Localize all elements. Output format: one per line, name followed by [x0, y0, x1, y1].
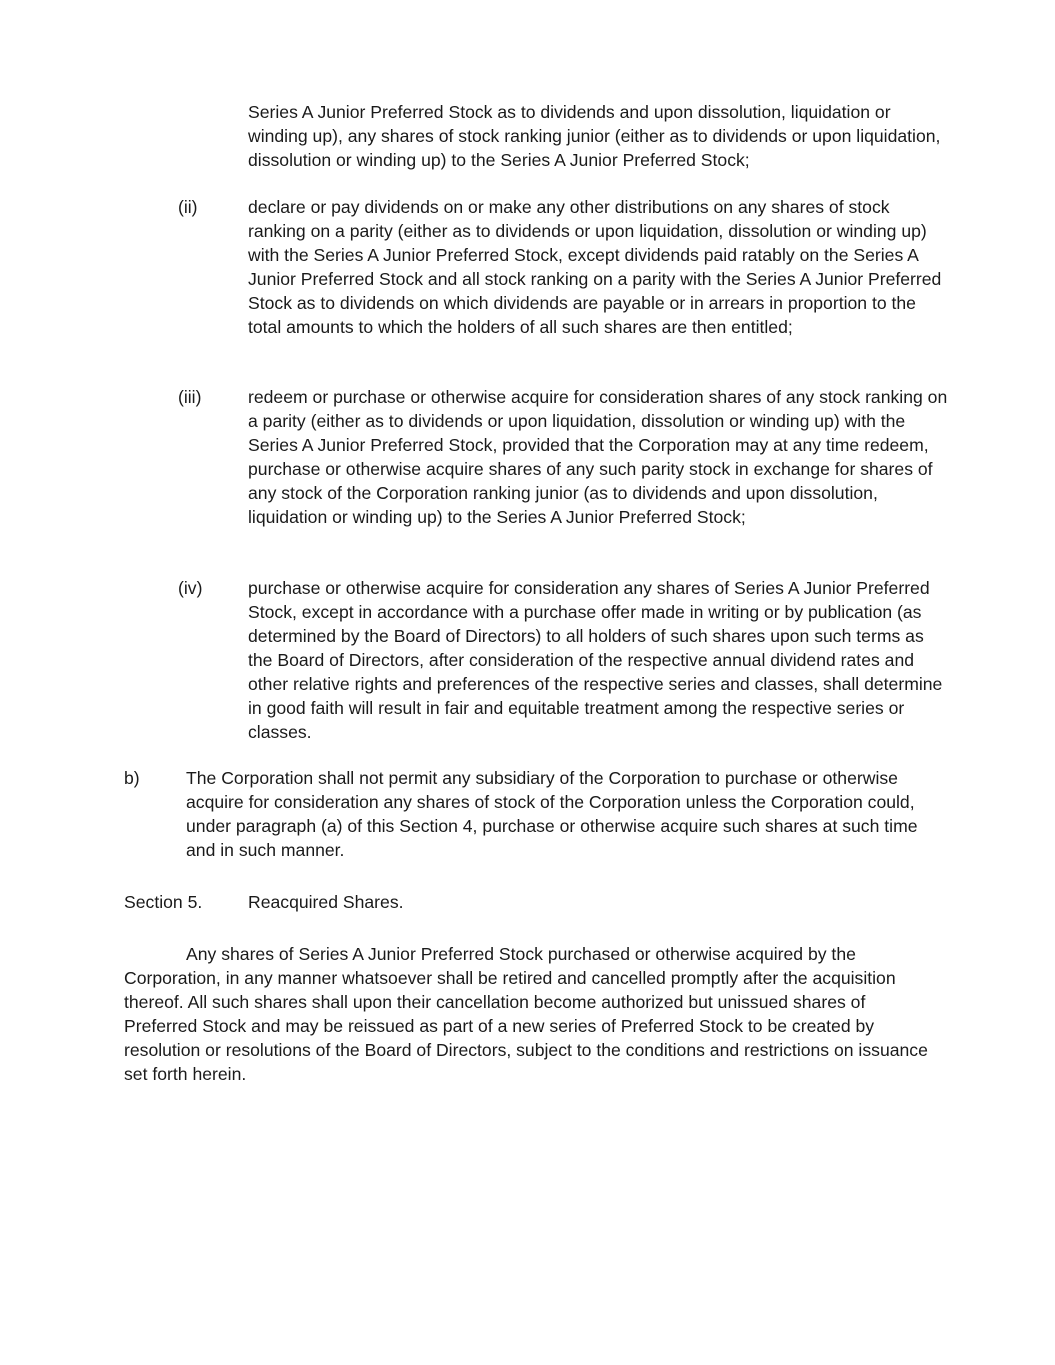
item-iv-marker: (iv)	[178, 578, 203, 598]
item-ii-marker: (ii)	[178, 197, 198, 217]
section-5-number: Section 5.	[124, 892, 203, 912]
item-iii-marker: (iii)	[178, 387, 202, 407]
item-i-continuation: Series A Junior Preferred Stock as to dividends and upon dissolution, liquidation or winding up), any shares of stock ranking junior (either as to dividends or upon liquidation, dissolution or winding up) to the Series A Junior Preferred Stock;	[248, 102, 941, 170]
item-iii-text: redeem or purchase or otherwise acquire for consideration shares of any stock ranking on a parity (either as to dividends or upon liquidation, dissolution or winding up) with the Series A Junior Preferred Stock, provided that the Corporation may at any time redeem, purchase or otherwise acquire shares of any such parity stock in exchange for shares of any stock of the Corporation ranking junior (as to dividends and upon dissolution, liquidation or winding up) to the Series A Junior Preferred Stock;	[248, 387, 948, 527]
section-5-body: Any shares of Series A Junior Preferred Stock purchased or otherwise acquired by the Corporation, in any manner whatsoever shall be retired and cancelled promptly after the acquisition thereof. All such shares shall upon their cancellation become authorized but unissued shares of Preferred Stock and may be reissued as part of a new series of Preferred Stock to be created by resolution or resolutions of the Board of Directors, subject to the conditions and restrictions on issuance set forth herein.	[124, 944, 928, 1084]
paragraph-b-marker: b)	[124, 768, 140, 788]
item-iv-text: purchase or otherwise acquire for consideration any shares of Series A Junior Preferred Stock, except in accordance with a purchase offer made in writing or by publication (as determined by the Board of Directors) to all holders of such shares upon such terms as the Board of Directors, after consideration of the respective annual dividend rates and other relative rights and preferences of the respective series and classes, shall determine in good faith will result in fair and equitable treatment among the respective series or classes.	[248, 578, 943, 742]
paragraph-b-text: The Corporation shall not permit any subsidiary of the Corporation to purchase or otherwise acquire for consideration any shares of stock of the Corporation unless the Corporation could, under paragraph (a) of this Section 4, purchase or otherwise acquire such shares at such time and in such manner.	[186, 768, 918, 860]
item-ii-text: declare or pay dividends on or make any other distributions on any shares of stock ranking on a parity (either as to dividends or upon liquidation, dissolution or winding up) with the Series A Junior Preferred Stock, except dividends paid ratably on the Series A Junior Preferred Stock and all stock ranking on a parity with the Series A Junior Preferred Stock as to dividends on which dividends are payable or in arrears in proportion to the total amounts to which the holders of all such shares are then entitled;	[248, 197, 942, 337]
section-5-title: Reacquired Shares.	[248, 892, 404, 912]
